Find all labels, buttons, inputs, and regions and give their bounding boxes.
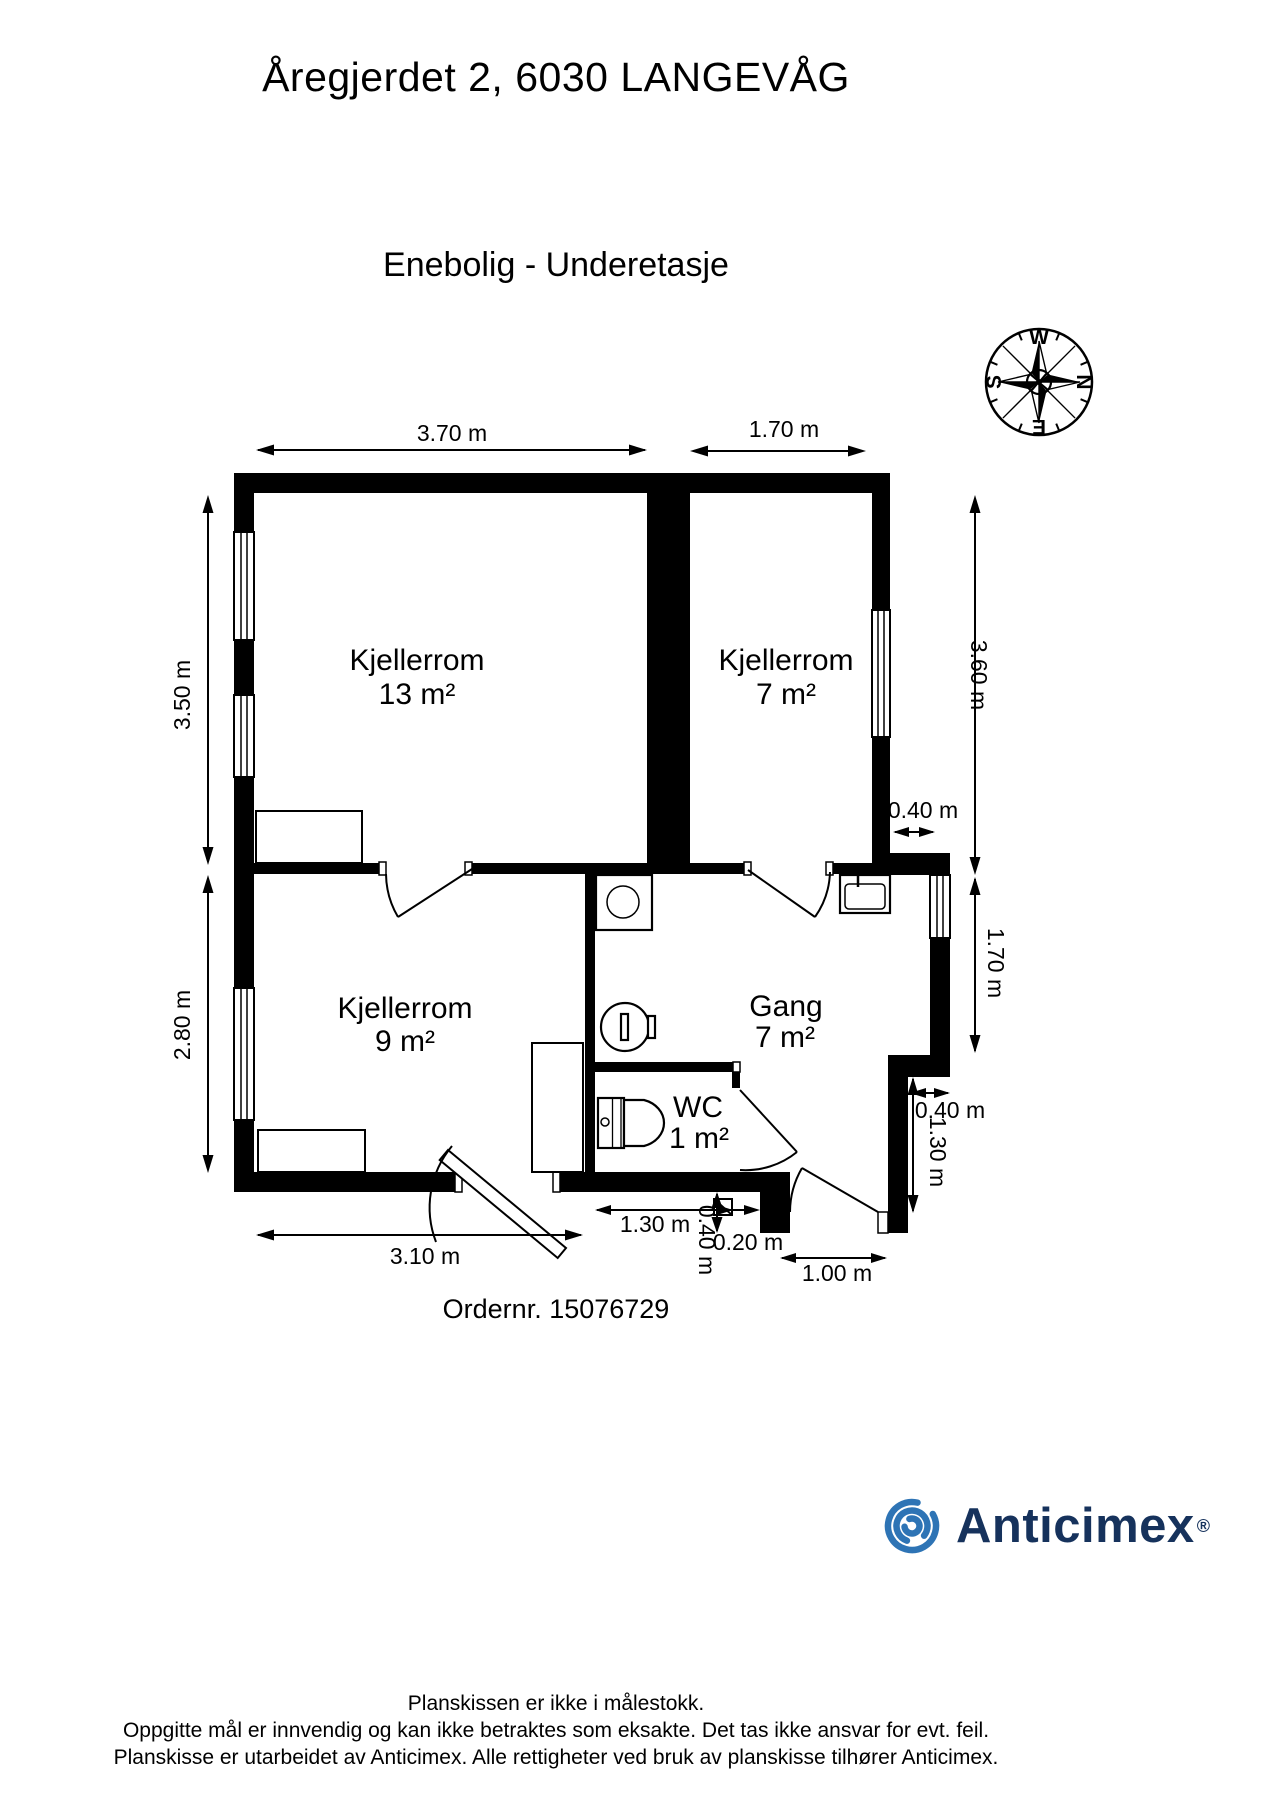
dimension-label: 1.70 m [983,927,1009,999]
door [748,870,830,917]
svg-text:7 m²: 7 m² [756,678,816,711]
sink [596,875,652,930]
svg-text:7 m²: 7 m² [755,1021,815,1054]
door [740,1090,797,1170]
room-label-gang [749,990,822,1054]
floor-plan [150,390,1050,1310]
compass-label-east: E [1031,415,1047,438]
window [234,532,254,640]
dimension-label: 3.10 m [389,1243,461,1269]
footer-line-1: Planskissen er ikke i målestokk. [407,1692,705,1715]
wall-sink [840,870,890,913]
svg-text:Kjellerrom: Kjellerrom [718,644,854,677]
svg-text:9 m²: 9 m² [375,1025,435,1058]
washing-machine [601,1003,655,1051]
dimension-label: 0.40 m [694,1204,720,1276]
dimension-label: 0.40 m [887,797,959,823]
dimension-label: 0.20 m [712,1229,784,1255]
svg-text:Kjellerrom: Kjellerrom [349,644,485,677]
dimension-label: 3.50 m [169,659,195,731]
svg-text:Kjellerrom: Kjellerrom [337,992,473,1025]
compass-label-south: S [983,374,1006,390]
room-label-kjellerrom-13 [349,644,484,711]
door [790,1168,878,1212]
room-label-kjellerrom-7 [718,644,853,711]
dimension-label: 1.70 m [748,416,820,442]
window [872,610,890,737]
toilet [598,1098,664,1148]
svg-text:13 m²: 13 m² [378,678,456,711]
anticimex-swirl-icon [880,1494,944,1558]
window [234,988,254,1120]
footer-disclaimer [0,1690,1112,1771]
registered-trademark: ® [1196,1515,1210,1536]
plan-subtitle: Enebolig - Underetasje [383,246,729,284]
dimension-label: 3.70 m [416,420,488,446]
svg-text:1 m²: 1 m² [669,1122,729,1155]
svg-text:Gang: Gang [749,990,823,1023]
cabinet [258,1130,365,1172]
dimension-label: 1.30 m [925,1116,951,1188]
footer-line-2: Oppgitte mål er innvendig og kan ikke betraktes som eksakte. Det tas ikke ansvar for evt. feil. [122,1719,990,1742]
fixtures [596,870,890,1148]
svg-text:WC: WC [673,1091,723,1124]
dimension-label: 0.40 m [914,1097,986,1123]
compass-label-west: W [1029,326,1049,349]
window [234,695,254,777]
dimension-label: 2.80 m [169,989,195,1061]
page-title: Åregjerdet 2, 6030 LANGEVÅG [262,54,850,100]
door [386,869,472,917]
dimension-label: 1.30 m [619,1211,691,1237]
window [930,875,950,938]
closet [532,1043,583,1172]
footer-line-3: Planskisse er utarbeidet av Anticimex. Alle rettigheter ved bruk av planskisse tilhører Anticimex. [113,1746,999,1769]
room-label-kjellerrom-9 [337,992,472,1058]
order-number: Ordernr. 15076729 [442,1294,670,1324]
dimension-label: 3.60 m [966,639,992,711]
room-label-wc [669,1091,729,1155]
dimension-label: 1.00 m [801,1260,873,1286]
anticimex-wordmark: Anticimex [956,1499,1195,1553]
anticimex-logo [880,1494,1210,1558]
compass-label-north: N [1072,374,1095,390]
cabinet [256,811,362,863]
